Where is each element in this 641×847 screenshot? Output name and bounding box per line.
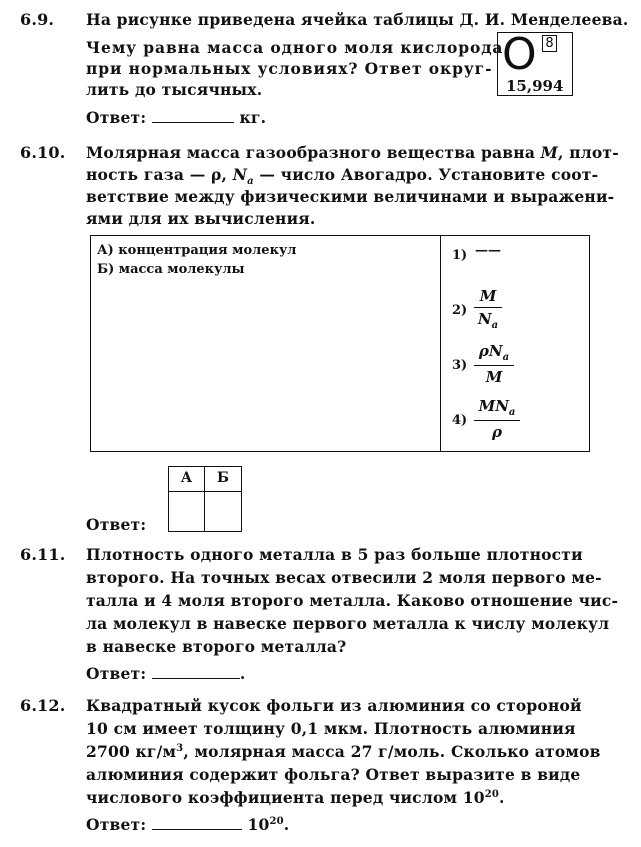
answer-row: Ответ: $10^{20}$. (86, 815, 290, 834)
problem-6-10-text: ность газа — ρ, $N_a$ — число Авогадро. Установите соот- (86, 165, 599, 188)
option-3-fraction: $\rho N_a$ M (474, 342, 514, 386)
left-item-a: А) концентрация молекул (97, 243, 297, 258)
problem-number-6-10: 6.10. (20, 143, 66, 162)
problem-6-12-text: числового коэффициента перед числом $10^{20}$. (86, 788, 505, 807)
answer-label: Ответ: (86, 515, 147, 534)
problem-6-11-text: ла молекул в навеске первого металла к числу молекул (86, 614, 610, 633)
problem-6-12-text: 2700 $кг/м^3$, молярная масса 27 г/моль. Сколько атомов (86, 742, 601, 761)
option-1-label: 1) (452, 248, 468, 263)
table-divider (440, 236, 441, 451)
problem-6-11-text: талла и 4 моля второго металла. Каково отношение чис- (86, 591, 619, 610)
answer-blank[interactable] (152, 121, 234, 123)
periodic-table-cell (497, 29, 573, 96)
option-3-label: 3) (452, 358, 468, 373)
problem-6-12-text: Квадратный кусок фольги из алюминия со стороной (86, 696, 582, 715)
problem-6-9-text: На рисунке приведена ячейка таблицы Д. И. Менделеева. (86, 10, 629, 29)
problem-number-6-11: 6.11. (20, 545, 66, 564)
answer-cell-b[interactable] (206, 493, 239, 529)
answer-blank[interactable] (152, 828, 242, 830)
problem-6-10-text: ями для их вычисления. (86, 209, 316, 228)
atomic-number: 8 (542, 35, 557, 52)
answer-grid (168, 466, 242, 532)
option-4-fraction: $MN_a$ ρ (474, 397, 520, 441)
problem-number-6-12: 6.12. (20, 696, 66, 715)
problem-6-9-text: Чему равна масса одного моля кислорода (86, 38, 504, 57)
problem-6-12-text: алюминия содержит фольга? Ответ выразите в виде (86, 765, 581, 784)
element-symbol: O (502, 29, 537, 80)
problem-6-9-text: лить до тысячных. (86, 80, 263, 99)
grid-header-a: А (180, 470, 193, 486)
answer-label: Ответ: кг. (86, 108, 267, 127)
answer-cell-a[interactable] (170, 493, 203, 529)
left-item-b: Б) масса молекулы (97, 262, 245, 277)
problem-6-9-text: при нормальных условиях? Ответ округ- (86, 59, 493, 78)
problem-6-11-text: Плотность одного металла в 5 раз больше плотности (86, 545, 583, 564)
atomic-mass: 15,994 (506, 77, 564, 95)
grid-header-b: Б (217, 470, 229, 486)
problem-6-10-text: Молярная масса газообразного вещества равна M, плот- (86, 143, 619, 162)
option-2-fraction: M $N_a$ (474, 287, 502, 331)
problem-6-11-text: в навеске второго металла? (86, 637, 347, 656)
answer-row: Ответ: . (86, 664, 246, 683)
option-1-dash: —— (475, 243, 501, 258)
problem-number-6-9: 6.9. (20, 10, 55, 29)
problem-6-12-text: 10 см имеет толщину 0,1 мкм. Плотность алюминия (86, 719, 576, 738)
option-4-label: 4) (452, 413, 468, 428)
option-2-label: 2) (452, 303, 468, 318)
answer-blank[interactable] (152, 677, 240, 679)
problem-6-11-text: второго. На точных весах отвесили 2 моля первого ме- (86, 568, 602, 587)
problem-6-10-text: ветствие между физическими величинами и выражени- (86, 187, 615, 206)
